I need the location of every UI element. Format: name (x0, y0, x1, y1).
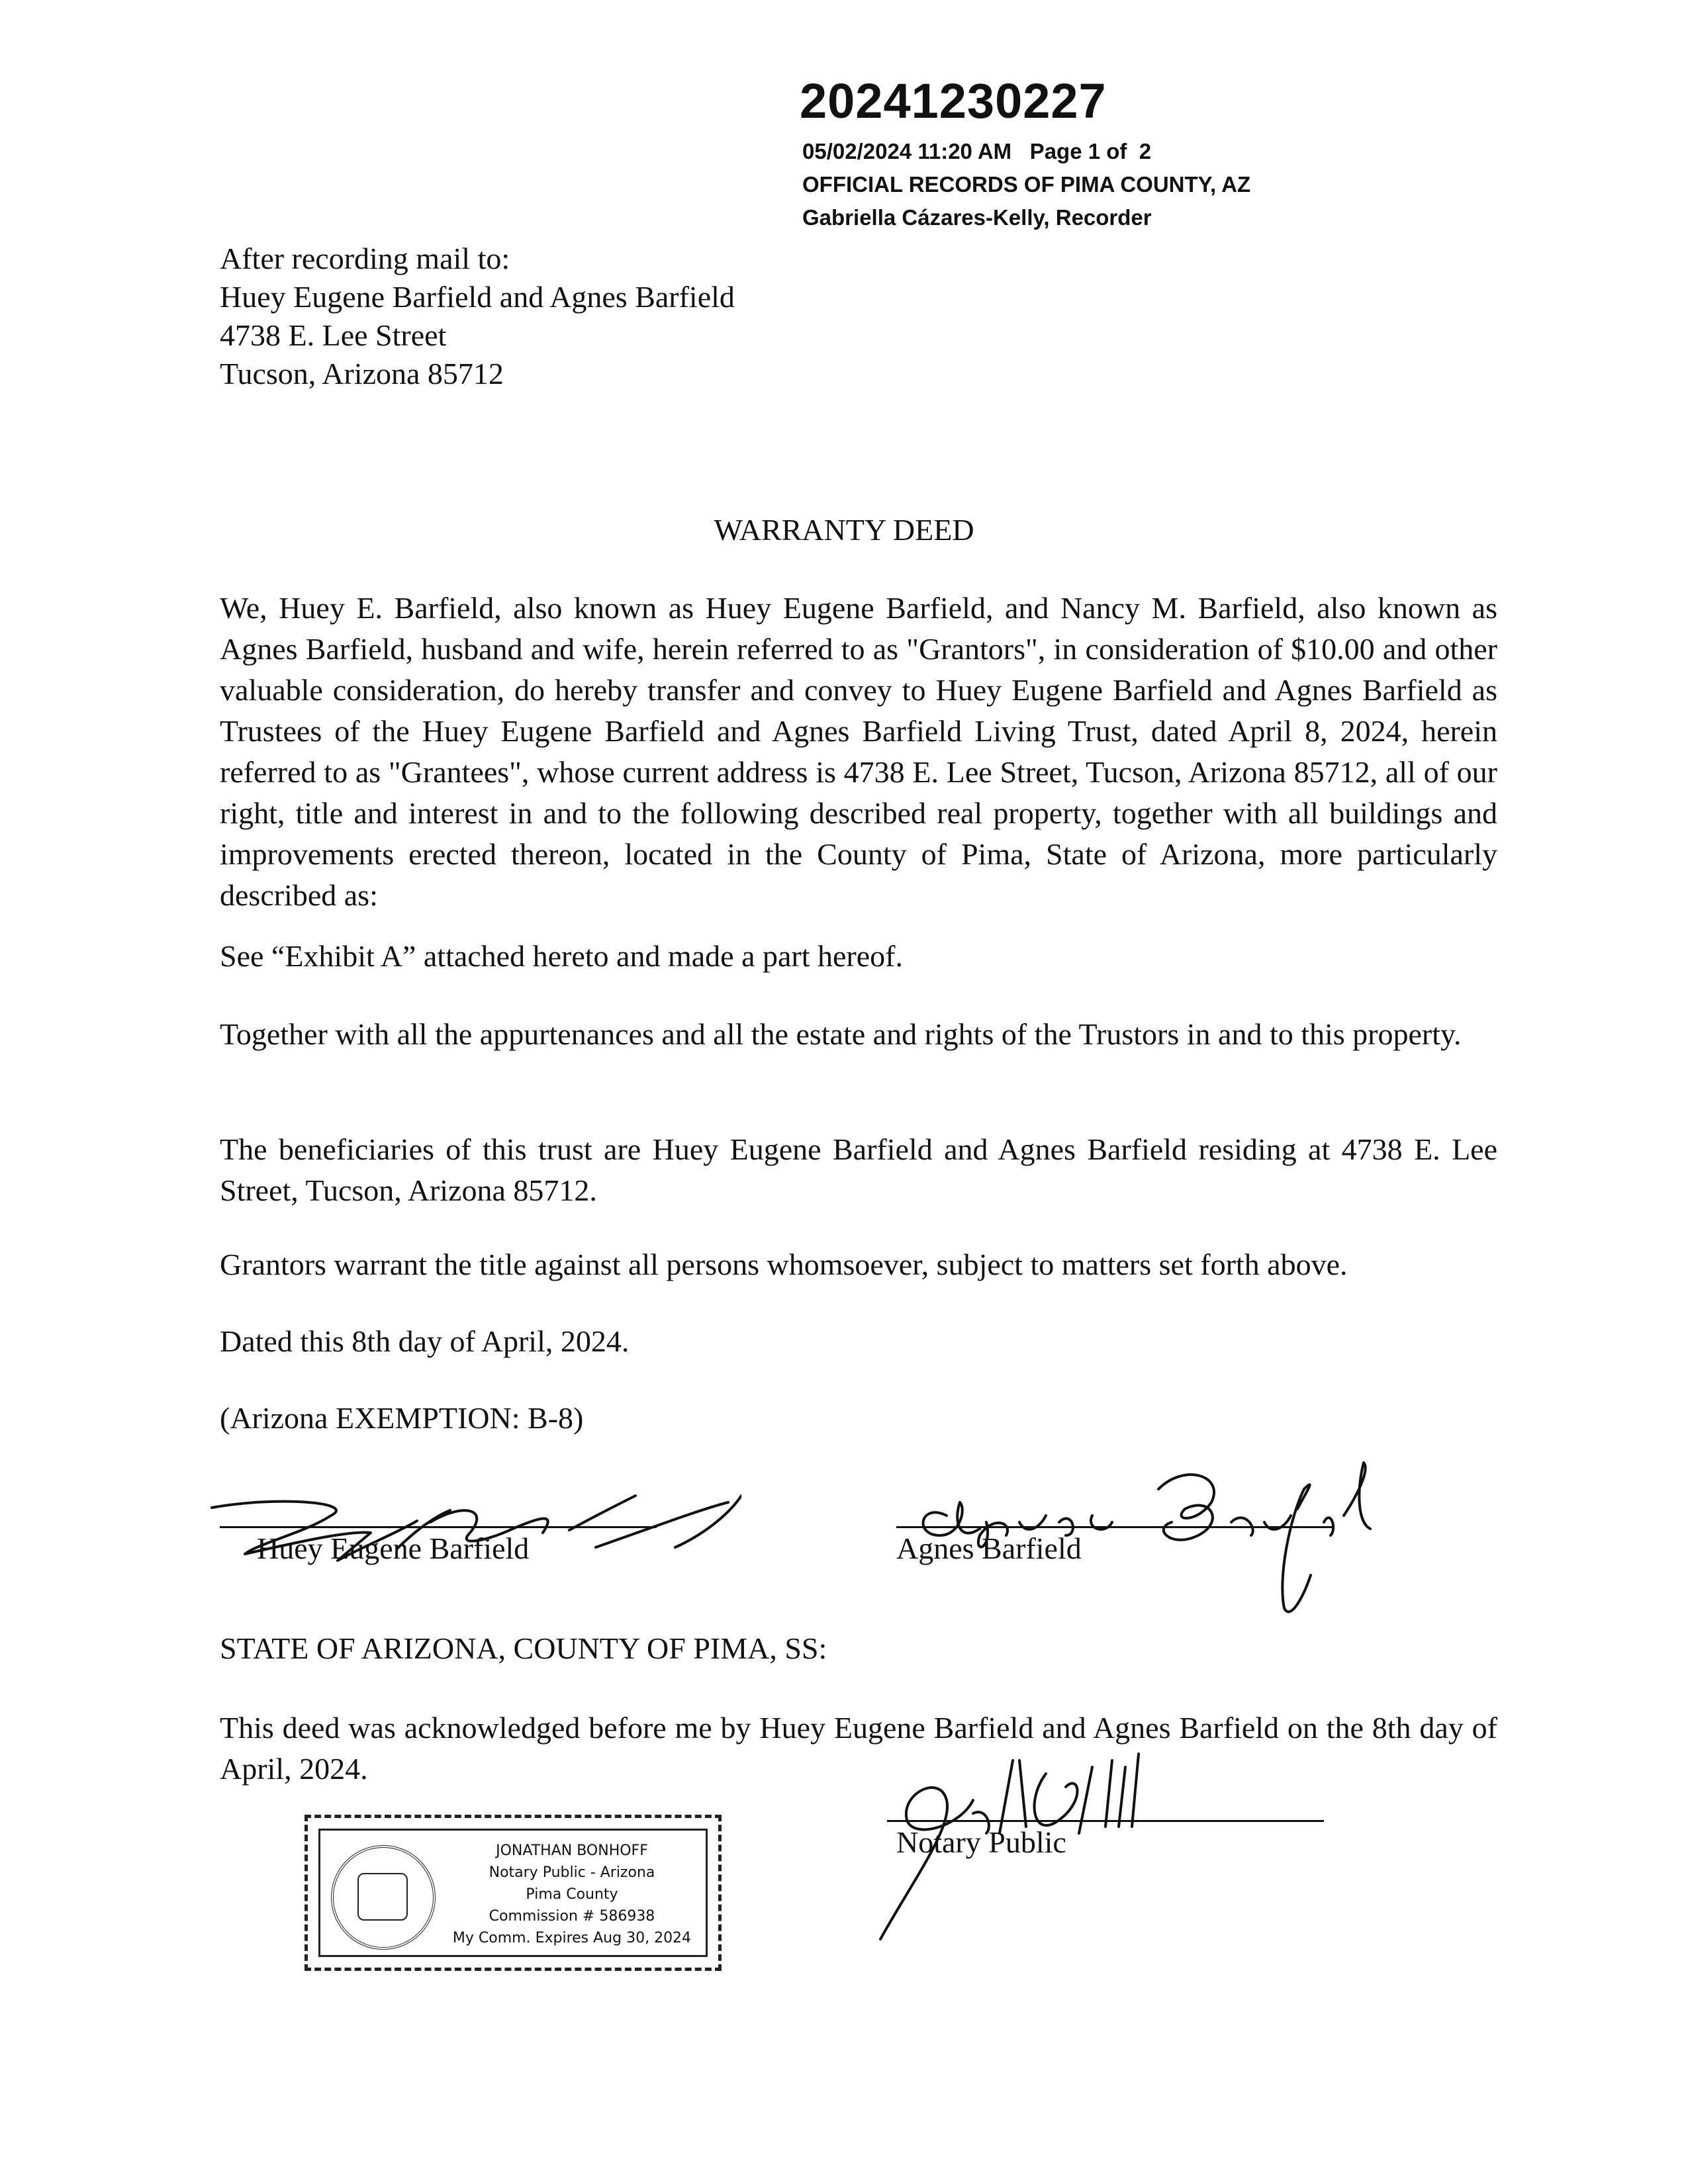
warranty-paragraph: Grantors warrant the title against all persons whomsoever, subject to matters set forth above. (220, 1248, 1348, 1281)
document-title: WARRANTY DEED (714, 513, 974, 547)
mail-to-heading: After recording mail to: (220, 242, 510, 275)
seal-expires: My Comm. Expires Aug 30, 2024 (452, 1930, 692, 1946)
notary-seal-text (446, 1840, 698, 1949)
recording-datetime-page: 05/02/2024 11:20 AM Page 1 of 2 (802, 139, 1152, 163)
notary-public-label: Notary Public (896, 1825, 1066, 1859)
acknowledgment-paragraph: This deed was acknowledged before me by Huey Eugene Barfield and Agnes Barfield on the 8th day of April, 2024. (220, 1711, 1497, 1786)
state-county-line: STATE OF ARIZONA, COUNTY OF PIMA, SS: (220, 1631, 827, 1665)
recording-stamp (802, 135, 1250, 234)
exemption-paragraph: (Arizona EXEMPTION: B-8) (220, 1401, 584, 1435)
seal-county: Pima County (526, 1886, 618, 1903)
state-seal-emblem (331, 1845, 436, 1950)
recording-recorder: Gabriella Cázares-Kelly, Recorder (802, 205, 1152, 230)
seal-commission: Commission # 586938 (489, 1908, 655, 1925)
grantor1-name: Huey Eugene Barfield (257, 1531, 530, 1565)
mail-to-block (220, 240, 735, 393)
notary-signature-line (887, 1820, 1324, 1822)
recording-office: OFFICIAL RECORDS OF PIMA COUNTY, AZ (802, 172, 1251, 197)
grantor1-signature-line (220, 1526, 657, 1528)
exhibit-paragraph: See “Exhibit A” attached hereto and made a part hereof. (220, 939, 903, 973)
notary-seal (305, 1815, 722, 1971)
recording-number: 20241230227 (800, 73, 1107, 128)
seal-notary-title: Notary Public - Arizona (489, 1864, 655, 1881)
grantor2-signature-line (896, 1526, 1333, 1528)
appurtenances-paragraph: Together with all the appurtenances and all the estate and rights of the Trustors in and to this property. (220, 1017, 1462, 1051)
grantor2-name: Agnes Barfield (896, 1531, 1082, 1565)
notary-seal-inner-border (318, 1829, 708, 1957)
beneficiaries-paragraph: The beneficiaries of this trust are Huey Eugene Barfield and Agnes Barfield residing at 4738 E. Lee Street, Tucson, Arizona 85712. (220, 1132, 1497, 1207)
seal-notary-name: JONATHAN BONHOFF (496, 1843, 648, 1859)
mail-to-name: Huey Eugene Barfield and Agnes Barfield (220, 280, 735, 314)
grant-paragraph: We, Huey E. Barfield, also known as Huey Eugene Barfield, and Nancy M. Barfield, also known as Agnes Barfield, husband and wife, herein referred to as "Grantors", in consideration of $10.00 and other valuable consideration, do hereby transfer and convey to Huey Eugene Barfield and Agnes Barfield as Trustees of the Huey Eugene Barfield and Agnes Barfield Living Trust, dated April 8, 2024, herein referred to as "Grantees", whose current address is 4738 E. Lee Street, Tucson, Arizona 85712, all of our right, title and interest in and to the following described real property, together with all buildings and improvements erected thereon, located in the County of Pima, State of Arizona, more particularly described as: (220, 591, 1497, 912)
mail-to-street: 4738 E. Lee Street (220, 318, 447, 352)
mail-to-city: Tucson, Arizona 85712 (220, 357, 504, 390)
state-seal-emblem-center (357, 1873, 408, 1921)
dated-paragraph: Dated this 8th day of April, 2024. (220, 1324, 630, 1358)
